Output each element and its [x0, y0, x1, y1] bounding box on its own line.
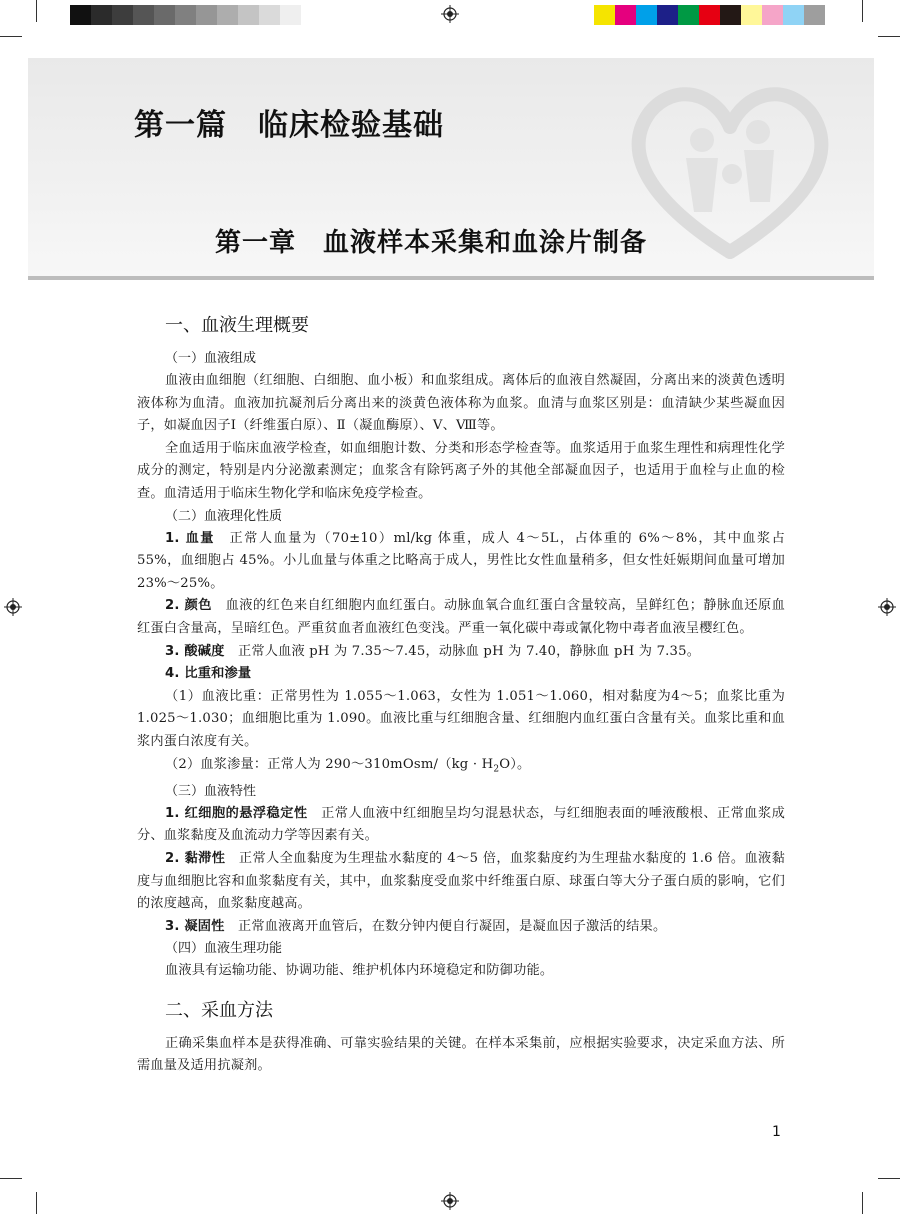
item-text: 正常人全血黏度为生理盐水黏度的 4～5 倍，血浆黏度约为生理盐水黏度的 1.6 倍。血液黏度与血细胞比容和血浆黏度有关，其中，血浆黏度受血浆中纤维蛋白原、球蛋白等大分子蛋白质的影响，它们的浓度越高，血浆黏度越高。	[137, 850, 785, 912]
paragraph: 正确采集血样本是获得准确、可靠实验结果的关键。在样本采集前，应根据实验要求，决定采血方法、所需血量及适用抗凝剂。	[137, 1035, 785, 1074]
item-label: 3. 酸碱度	[165, 643, 225, 659]
item-text: 正常人血量为（70±10）ml/kg 体重，成人 4～5L，占体重的 6%～8%，其中血浆占 55%，血细胞占 45%。小儿血量与体重之比略高于成人，男性比女性血量稍多，但女性妊娠期间血量可增加 23%～25%。	[137, 530, 785, 591]
calibration-swatch	[196, 5, 217, 25]
paragraph	[137, 528, 785, 596]
calibration-swatch	[154, 5, 175, 25]
subsection-heading: （三）血液特性	[165, 783, 257, 799]
grayscale-calibration-bar	[70, 5, 301, 25]
item-text: 正常人血液 pH 为 7.35～7.45，动脉血 pH 为 7.40，静脉血 pH 为 7.35。	[237, 643, 701, 659]
item-label: 2. 黏滞性	[165, 850, 226, 866]
registration-mark-icon	[441, 1192, 459, 1210]
item-label: 3. 凝固性	[165, 918, 225, 934]
calibration-swatch	[699, 5, 720, 25]
paragraph	[137, 848, 785, 916]
calibration-swatch	[741, 5, 762, 25]
header-divider	[28, 276, 874, 280]
calibration-swatch	[175, 5, 196, 25]
paragraph: 血液具有运输功能、协调功能、维护机体内环境稳定和防御功能。	[165, 963, 554, 979]
item-label: 1. 红细胞的悬浮稳定性	[165, 805, 308, 821]
paragraph	[137, 663, 785, 686]
item-text: 正常血液离开血管后，在数分钟内便自行凝固，是凝血因子激活的结果。	[237, 918, 667, 934]
calibration-swatch	[762, 5, 783, 25]
calibration-swatch	[657, 5, 678, 25]
calibration-swatch	[678, 5, 699, 25]
paragraph	[137, 803, 785, 848]
paragraph	[137, 916, 785, 939]
paragraph	[137, 595, 785, 640]
calibration-swatch	[238, 5, 259, 25]
crop-mark	[36, 0, 37, 22]
crop-mark	[862, 0, 863, 22]
crop-mark	[0, 36, 22, 37]
subsection-heading: （二）血液理化性质	[165, 508, 283, 524]
part-title: 第一篇 临床检验基础	[134, 108, 444, 143]
calibration-swatch	[636, 5, 657, 25]
item-label: 4. 比重和渗量	[165, 666, 252, 682]
color-calibration-bar	[594, 5, 825, 25]
item-label: 1. 血量	[165, 530, 215, 546]
calibration-swatch	[783, 5, 804, 25]
calibration-swatch	[259, 5, 280, 25]
subsection-heading: （四）血液生理功能	[165, 941, 283, 957]
crop-mark	[0, 1178, 22, 1179]
calibration-swatch	[594, 5, 615, 25]
paragraph: （1）血液比重：正常男性为 1.055～1.063，女性为 1.051～1.060，相对黏度为4～5；血浆比重为 1.025～1.030；血细胞比重为 1.090。血液比重与红细胞含量、红细胞内血红蛋白含量有关。血浆比重和血浆内蛋白浓度有关。	[137, 688, 785, 749]
item-text: （2）血浆渗量：正常人为 290～310mOsm/（kg · H	[165, 756, 494, 772]
chapter-title: 第一章 血液样本采集和血涂片制备	[215, 228, 648, 258]
calibration-swatch	[112, 5, 133, 25]
calibration-swatch	[91, 5, 112, 25]
registration-mark-icon	[4, 598, 22, 616]
registration-mark-icon	[878, 598, 896, 616]
subscript: 2	[493, 764, 500, 775]
crop-mark	[878, 1178, 900, 1179]
page-body	[137, 312, 785, 1078]
calibration-swatch	[70, 5, 91, 25]
crop-mark	[878, 36, 900, 37]
calibration-swatch	[615, 5, 636, 25]
calibration-swatch	[133, 5, 154, 25]
paragraph	[137, 754, 785, 781]
item-label: 2. 颜色	[165, 598, 212, 614]
paragraph: 血液由血细胞（红细胞、白细胞、血小板）和血浆组成。离体后的血液自然凝固，分离出来的淡黄色透明液体称为血清。血液加抗凝剂后分离出来的淡黄色液体称为血浆。血清与血浆区别是：血清缺少某些凝血因子，如凝血因子Ⅰ（纤维蛋白原）、Ⅱ（凝血酶原）、Ⅴ、Ⅷ等。	[137, 373, 785, 434]
item-text: O）。	[499, 756, 531, 772]
subsection-heading: （一）血液组成	[165, 351, 257, 366]
paragraph	[137, 641, 785, 664]
calibration-swatch	[804, 5, 825, 25]
paragraph: 全血适用于临床血液学检查，如血细胞计数、分类和形态学检查等。血浆适用于血浆生理性和病理性化学成分的测定，特别是内分泌激素测定；血浆含有除钙离子外的其他全部凝血因子，也适用于血栓与止血的检查。血清适用于临床生物化学和临床免疫学检查。	[137, 440, 785, 501]
calibration-swatch	[217, 5, 238, 25]
crop-mark	[862, 1192, 863, 1214]
crop-mark	[36, 1192, 37, 1214]
registration-mark-icon	[441, 5, 459, 23]
section-heading: 二、采血方法	[165, 999, 273, 1021]
calibration-swatch	[720, 5, 741, 25]
page-number: 1	[772, 1124, 781, 1140]
item-text: 血液的红色来自红细胞内血红蛋白。动脉血氧合血红蛋白含量较高，呈鲜红色；静脉血还原血红蛋白含量高，呈暗红色。严重贫血者血液红色变浅。严重一氧化碳中毒或氰化物中毒者血液呈樱红色。	[137, 598, 786, 636]
calibration-swatch	[280, 5, 301, 25]
item-text: 正常人血液中红细胞呈均匀混悬状态，与红细胞表面的唾液酸根、正常血浆成分、血浆黏度及血流动力学等因素有关。	[137, 805, 786, 844]
section-heading: 一、血液生理概要	[165, 315, 309, 336]
